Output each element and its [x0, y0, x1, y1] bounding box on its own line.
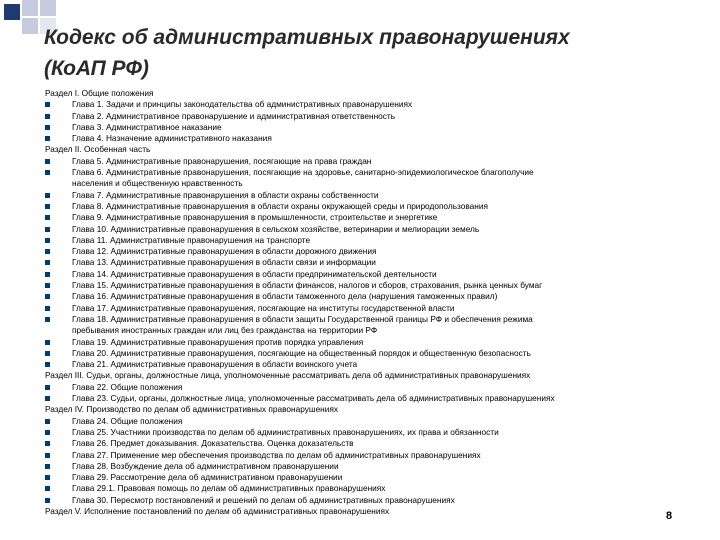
line-text: Глава 5. Административные правонарушения, посягающие на права граждан — [72, 155, 372, 166]
chapter-item — [45, 382, 695, 393]
chapter-item — [45, 133, 695, 144]
line-text: Глава 22. Общие положения — [72, 381, 183, 392]
square-bullet-icon — [45, 351, 50, 356]
square-bullet-icon — [45, 136, 50, 141]
chapter-item — [45, 416, 695, 427]
line-text: Глава 20. Административные правонарушения, посягающие на общественный порядок и общественную безопасность — [72, 347, 531, 358]
line-text: Раздел V. Исполнение постановлений по делам об административных правонарушениях — [45, 505, 390, 516]
line-text: Глава 7. Административные правонарушения в области охраны собственности — [72, 189, 379, 200]
line-text: Глава 30. Пересмотр постановлений и решений по делам об административных правонарушениях — [72, 494, 455, 505]
section-heading — [45, 144, 695, 155]
section-heading — [45, 506, 695, 517]
chapter-item — [45, 291, 695, 302]
square-bullet-icon — [45, 170, 50, 175]
square-bullet-icon — [45, 227, 50, 232]
line-text: Глава 25. Участники производства по делам об административных правонарушениях, их права и обязанности — [72, 426, 499, 437]
line-text: Раздел I. Общие положения — [45, 88, 154, 98]
square-bullet-icon — [45, 204, 50, 209]
line-text: Глава 10. Административные правонарушения в сельском хозяйстве, ветеринарии и мелиорации земель — [72, 223, 480, 234]
line-text: Глава 16. Административные правонарушения в области таможенного дела (нарушения таможенных правил) — [72, 291, 498, 302]
line-text: Глава 14. Административные правонарушения в области предпринимательской деятельности — [72, 268, 437, 279]
chapter-item — [45, 201, 695, 212]
line-text: населения и общественную нравственность — [72, 178, 243, 189]
chapter-item — [45, 122, 695, 133]
line-text: Глава 8. Административные правонарушения в области охраны окружающей среды и природопользования — [72, 200, 488, 211]
square-bullet-icon — [45, 340, 50, 345]
chapter-item — [45, 314, 695, 325]
line-text: Глава 17. Административные правонарушения, посягающие на институты государственной власти — [72, 302, 455, 313]
chapter-item — [45, 438, 695, 449]
slide-title — [44, 22, 704, 84]
chapter-item — [45, 337, 695, 348]
title-line-2: (КоАП РФ) — [44, 57, 149, 80]
square-bullet-icon — [45, 260, 50, 265]
line-text: Глава 21. Административные правонарушения в области воинского учета — [72, 359, 358, 370]
chapter-item — [45, 269, 695, 280]
chapter-item — [45, 359, 695, 370]
square-bullet-icon — [45, 125, 50, 130]
chapter-item — [45, 348, 695, 359]
square-bullet-icon — [45, 475, 50, 480]
chapter-item — [45, 483, 695, 494]
chapter-item — [45, 393, 695, 404]
square-bullet-icon — [45, 283, 50, 288]
square-bullet-icon — [45, 441, 50, 446]
line-text: Глава 6. Административные правонарушения, посягающие на здоровье, санитарно-эпидемиологическое благополучие — [72, 167, 534, 178]
line-text: Глава 19. Административные правонарушения против порядка управления — [72, 336, 364, 347]
chapter-item — [45, 461, 695, 472]
line-text: Глава 1. Задачи и принципы законодательства об административных правонарушениях — [72, 99, 413, 110]
chapter-item — [45, 235, 695, 246]
line-text: Глава 24. Общие положения — [72, 415, 183, 426]
chapter-item — [45, 190, 695, 201]
line-text: Глава 11. Административные правонарушения на транспорте — [72, 234, 311, 245]
chapter-item — [45, 303, 695, 314]
square-bullet-icon — [45, 193, 50, 198]
line-text: Глава 28. Возбуждение дела об административном правонарушении — [72, 460, 339, 471]
line-text: Глава 12. Административные правонарушения в области дорожного движения — [72, 246, 377, 257]
line-text: Глава 13. Административные правонарушения в области связи и информации — [72, 257, 376, 268]
section-heading — [45, 88, 695, 99]
square-bullet-icon — [45, 238, 50, 243]
square-bullet-icon — [45, 102, 50, 107]
line-text: Глава 26. Предмет доказывания. Доказательства. Оценка доказательств — [72, 438, 354, 449]
square-bullet-icon — [45, 453, 50, 458]
chapter-item-continuation — [45, 325, 695, 336]
square-bullet-icon — [45, 486, 50, 491]
chapter-item-continuation — [45, 178, 695, 189]
square-bullet-icon — [45, 419, 50, 424]
square-bullet-icon — [45, 430, 50, 435]
square-bullet-icon — [45, 362, 50, 367]
section-heading — [45, 370, 695, 381]
line-text: Глава 15. Административные правонарушения в области финансов, налогов и сборов, страхования, рынка ценных бумаг — [72, 280, 543, 291]
line-text: Глава 27. Применение мер обеспечения производства по делам об административных правонарушениях — [72, 449, 481, 460]
table-of-contents — [45, 88, 695, 517]
line-text: Глава 4. Назначение административного наказания — [72, 133, 272, 144]
square-bullet-icon — [45, 396, 50, 401]
line-text: Глава 9. Административные правонарушения в промышленности, строительстве и энергетике — [72, 212, 438, 223]
line-text: Глава 3. Административное наказание — [72, 121, 222, 132]
line-text: Глава 18. Административные правонарушения в области защиты Государственной границы РФ и обеспечения режима — [72, 313, 533, 324]
chapter-item — [45, 246, 695, 257]
line-text: Глава 29. Рассмотрение дела об административном правонарушении — [72, 472, 343, 483]
page-number: 8 — [666, 510, 673, 522]
line-text: пребывания иностранных граждан или лиц без гражданства на территории РФ — [72, 325, 378, 336]
chapter-item — [45, 495, 695, 506]
chapter-item — [45, 99, 695, 110]
square-bullet-icon — [45, 317, 50, 322]
square-bullet-icon — [45, 294, 50, 299]
square-bullet-icon — [45, 498, 50, 503]
line-text: Раздел III. Судьи, органы, должностные лица, уполномоченные рассматривать дела об административных правонарушениях — [45, 370, 531, 381]
line-text: Раздел II. Особенная часть — [45, 144, 151, 155]
square-bullet-icon — [45, 249, 50, 254]
line-text: Глава 23. Судьи, органы, должностные лица, уполномоченные рассматривать дела об административных правонарушениях — [72, 393, 555, 404]
chapter-item — [45, 280, 695, 291]
square-bullet-icon — [45, 114, 50, 119]
title-line-1: Кодекс об административных правонарушениях — [44, 26, 570, 49]
square-bullet-icon — [45, 272, 50, 277]
chapter-item — [45, 156, 695, 167]
chapter-item — [45, 224, 695, 235]
square-bullet-icon — [45, 385, 50, 390]
chapter-item — [45, 167, 695, 178]
square-bullet-icon — [45, 306, 50, 311]
chapter-item — [45, 450, 695, 461]
chapter-item — [45, 257, 695, 268]
section-heading — [45, 404, 695, 415]
line-text: Раздел IV. Производство по делам об административных правонарушениях — [45, 404, 339, 415]
square-bullet-icon — [45, 215, 50, 220]
chapter-item — [45, 472, 695, 483]
chapter-item — [45, 427, 695, 438]
square-bullet-icon — [45, 159, 50, 164]
chapter-item — [45, 111, 695, 122]
line-text: Глава 29.1. Правовая помощь по делам об административных правонарушениях — [72, 483, 386, 494]
square-bullet-icon — [45, 464, 50, 469]
line-text: Глава 2. Административное правонарушение и административная ответственность — [72, 110, 396, 121]
chapter-item — [45, 212, 695, 223]
